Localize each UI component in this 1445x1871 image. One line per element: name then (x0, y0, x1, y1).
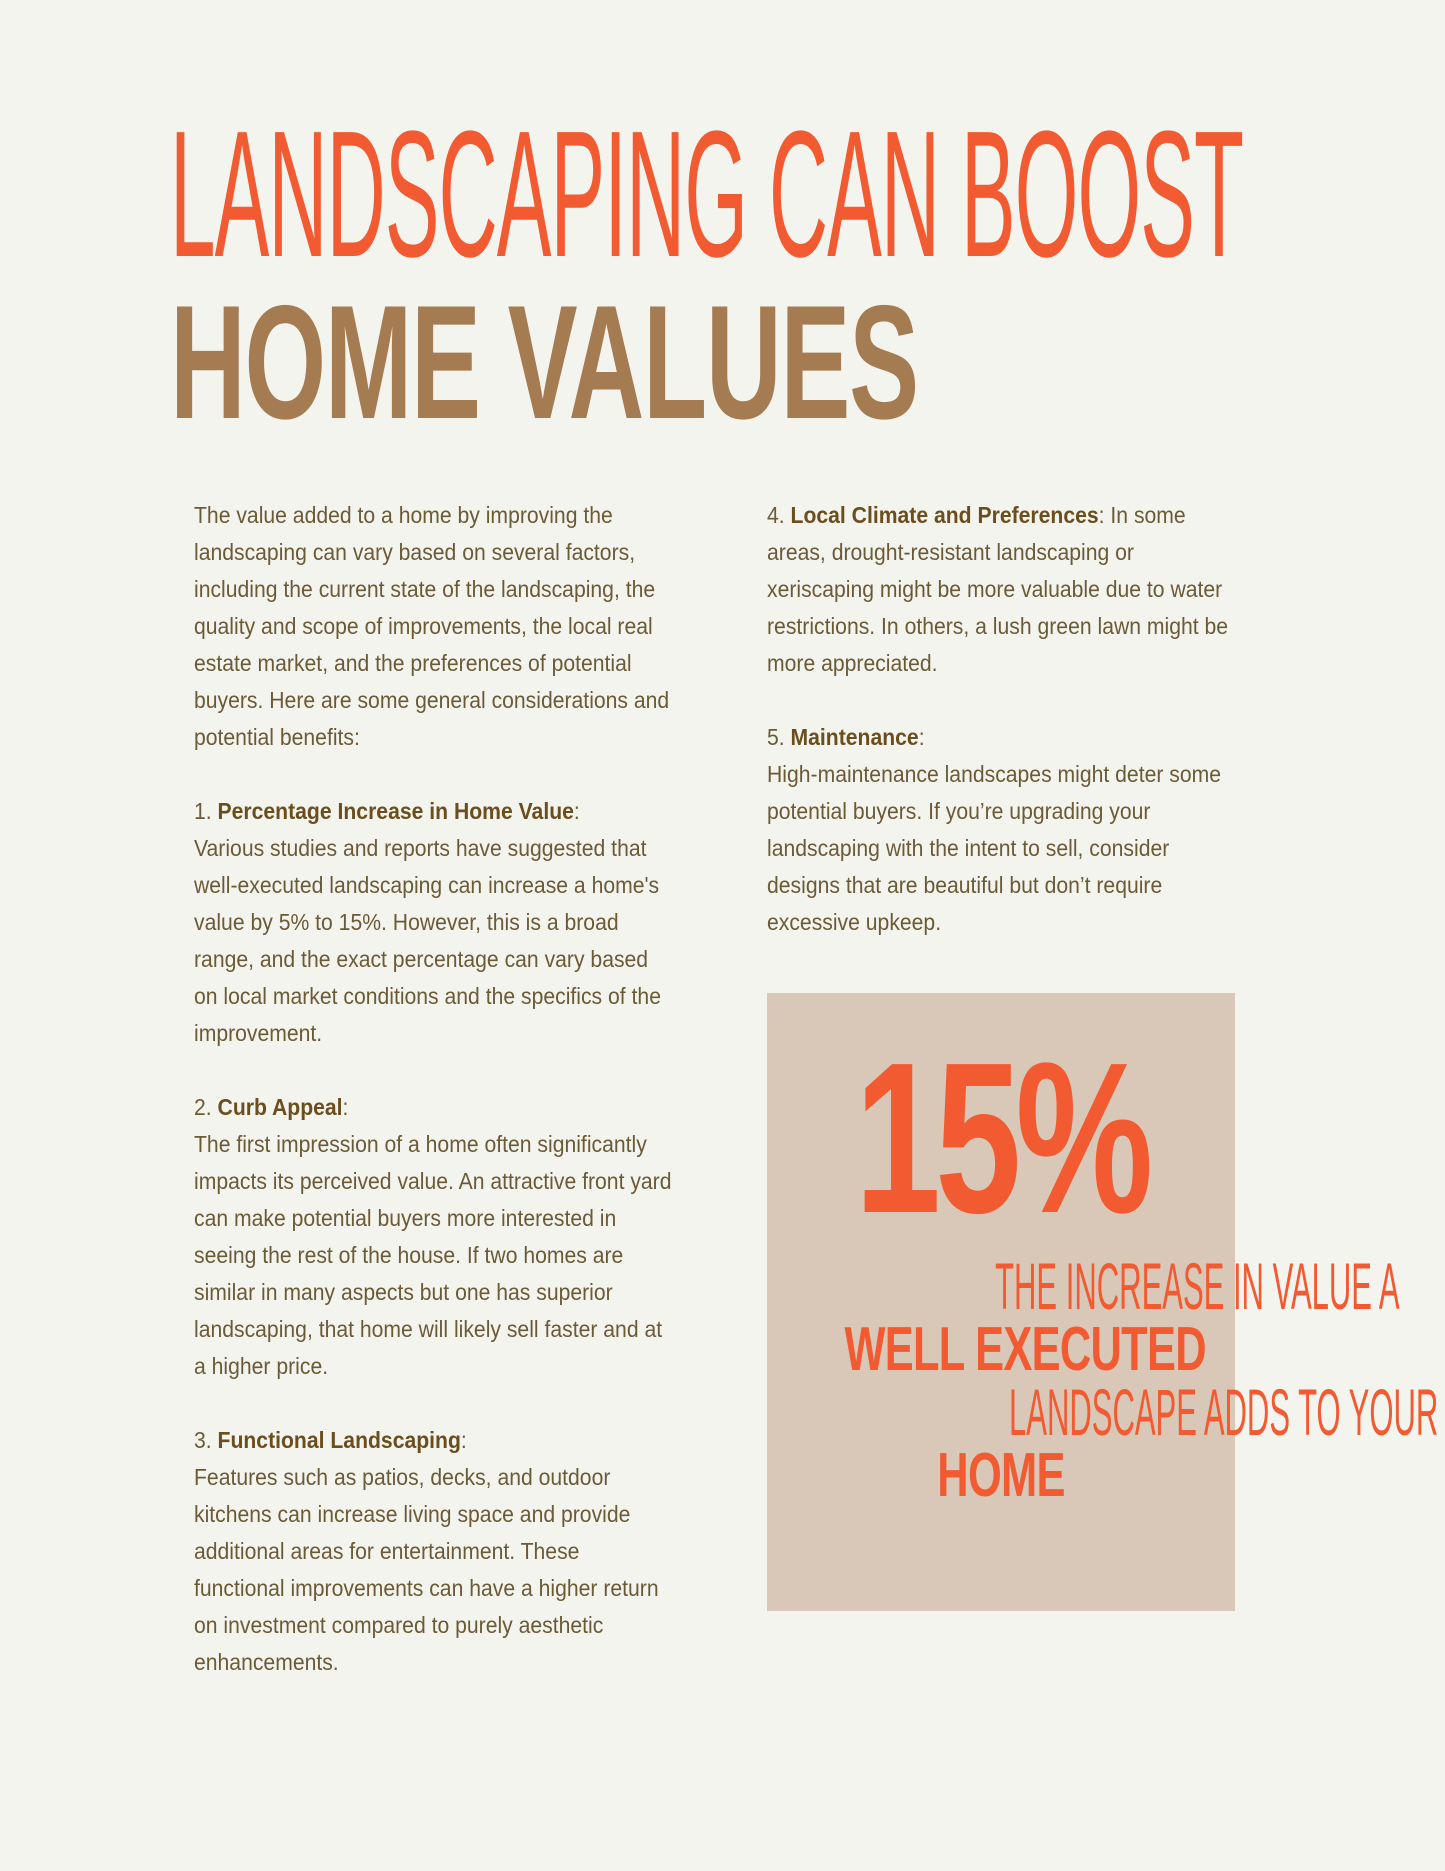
stat-caption-line-2-text: WELL EXECUTED (844, 1315, 1206, 1384)
stat-caption (767, 1249, 1439, 1510)
stat-caption-line-3-text: LANDSCAPE ADDS TO YOUR (1009, 1375, 1439, 1449)
section-1-number: 1. (194, 798, 218, 824)
stat-caption-line-4 (767, 1441, 1235, 1510)
section-2-body: The first impression of a home often significantly impacts its perceived value. An attractive front yard can make potential buyers more interested in seeing the rest of the house. If two homes are similar in many aspects but one has superior landscaping, that home will likely sell faster and at a higher price. (194, 1131, 672, 1379)
right-column (767, 497, 1247, 978)
section-4-number: 4. (767, 502, 791, 528)
stat-caption-line-4-text: HOME (937, 1441, 1065, 1510)
stat-number (767, 1017, 1235, 1258)
section-4: 4. Local Climate and Preferences: In some areas, drought-resistant landscaping or xeriscaping might be more valuable due to water restrictions. In others, a lush green lawn might be more appreciated. (767, 502, 1229, 676)
section-1: 1. Percentage Increase in Home Value: Various studies and reports have suggested that well-executed landscaping can increase a home's value by 5% to 15%. However, this is a broad range, and the exact percentage can vary based on local market conditions and the specifics of the improvement. (194, 798, 661, 1046)
section-2: 2. Curb Appeal: The first impression of a home often significantly impacts its perceived value. An attractive front yard can make potential buyers more interested in seeing the rest of the house. If two homes are similar in many aspects but one has superior landscaping, that home will likely sell faster and at a higher price. (194, 1094, 672, 1379)
stat-caption-line-2 (767, 1315, 1235, 1384)
section-2-heading: Curb Appeal (217, 1094, 343, 1120)
section-4-heading: Local Climate and Preferences (790, 502, 1099, 528)
stat-caption-line-1 (767, 1249, 1400, 1323)
section-5-body: High-maintenance landscapes might deter some potential buyers. If you’re upgrading your landscaping with the intent to sell, consider designs that are beautiful but don’t require excessive upkeep. (767, 761, 1222, 935)
stat-caption-line-3 (767, 1375, 1439, 1449)
section-3-number: 3. (194, 1427, 218, 1453)
stat-number-text: 15% (854, 1017, 1148, 1258)
stat-caption-line-1-text: THE INCREASE IN VALUE A (995, 1249, 1400, 1323)
section-3-body: Features such as patios, decks, and outdoor kitchens can increase living space and provide additional areas for entertainment. These functional improvements can have a higher return on investment compared to purely aesthetic enhancements. (194, 1464, 659, 1675)
section-5-number: 5. (767, 724, 791, 750)
section-2-number: 2. (194, 1094, 218, 1120)
section-5-heading: Maintenance (790, 724, 919, 750)
intro-paragraph: The value added to a home by improving the landscaping can vary based on several factors, including the current state of the landscaping, the quality and scope of improvements, the local real estate market, and the preferences of potential buyers. Here are some general considerations and potential benefits: (194, 502, 670, 750)
section-3: 3. Functional Landscaping: Features such as patios, decks, and outdoor kitchens can increase living space and provide additional areas for entertainment. These functional improvements can have a higher return on investment compared to purely aesthetic enhancements. (194, 1427, 659, 1675)
page-title-line-1: LANDSCAPING CAN BOOST (170, 94, 1244, 295)
stat-callout-box (767, 993, 1439, 1611)
section-1-heading: Percentage Increase in Home Value (217, 798, 574, 824)
section-1-body: Various studies and reports have suggested that well-executed landscaping can increase a home's value by 5% to 15%. However, this is a broad range, and the exact percentage can vary based on local market conditions and the specifics of the improvement. (194, 835, 661, 1046)
page-title-line-2: HOME VALUES (170, 272, 918, 453)
section-5: 5. Maintenance: High-maintenance landscapes might deter some potential buyers. If you’re upgrading your landscaping with the intent to sell, consider designs that are beautiful but don’t require excessive upkeep. (767, 724, 1222, 935)
section-4-body: In some areas, drought-resistant landscaping or xeriscaping might be more valuable due to water restrictions. In others, a lush green lawn might be more appreciated. (767, 502, 1229, 676)
left-column (194, 497, 674, 1718)
section-3-heading: Functional Landscaping (217, 1427, 461, 1453)
